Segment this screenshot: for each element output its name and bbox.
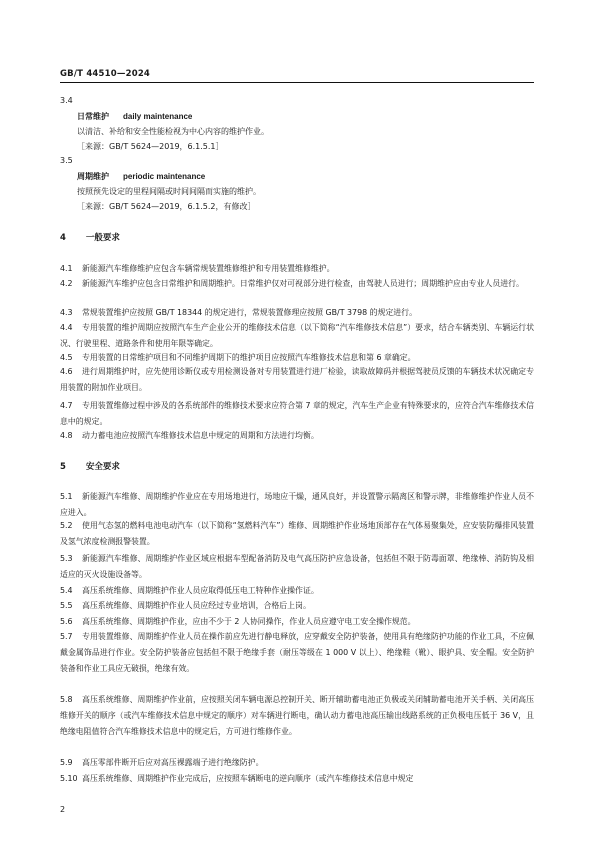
- clause: 5.6 高压系统维修、周期维护作业，应由不少于 2 人协同操作，作业人员应遵守电工安全操作规范。: [60, 617, 416, 626]
- section-number: 5: [60, 462, 66, 472]
- clause: 5.7 专用装置维修、周期维护作业人员在操作前应先进行静电释放，应穿戴安全防护装备，使用具有绝缘防护功能的作业工具，不应佩戴金属饰品进行作业。安全防护装备应包括但不限于绝缘手套（耐压等级在 1 000 V 以上）、绝缘鞋（靴）、眼护具、安全帽。安全防护装备和作业工具应无破损，绝缘有效。: [60, 632, 534, 674]
- clause: 5.2 使用气态氢的燃料电池电动汽车（以下简称“氢燃料汽车”）维修、周期维护作业场地顶部存在气体易聚集处，应安装防爆排风装置及氢气浓度检测报警装置。: [60, 521, 534, 547]
- term-en: daily maintenance: [123, 112, 193, 121]
- clause: 5.4 高压系统维修、周期维护作业人员应取得低压电工特种作业操作证。: [60, 586, 319, 595]
- section-title: 安全要求: [85, 462, 120, 472]
- term-number: 3.5: [60, 156, 73, 165]
- term-title: [77, 171, 205, 182]
- section-number: 4: [60, 233, 66, 243]
- clause: 4.3 常规装置维护应按照 GB/T 18344 的规定进行，常规装置修理应按照 GB/T 3798 的规定进行。: [60, 308, 417, 317]
- clause: 5.10 高压系统维修、周期维护作业完成后，应按照车辆断电的逆向顺序（或汽车维修技术信息中规定: [60, 774, 414, 783]
- section-title: 一般要求: [85, 233, 120, 243]
- clause: 4.4 专用装置的维护周期应按照汽车生产企业公开的维修技术信息（以下简称“汽车维修技术信息”）要求，结合车辆类别、车辆运行状况、行驶里程、道路条件和使用年限等确定。: [60, 323, 534, 349]
- section-heading: [60, 231, 120, 243]
- clause: 4.2 新能源汽车维护应包含日常维护和周期维护。日常维护仅对可视部分进行检查，由驾驶人员进行；周期维护应由专业人员进行。: [60, 279, 524, 288]
- header-rule: [60, 82, 534, 83]
- term-en: periodic maintenance: [123, 172, 206, 181]
- term-zh: 周期维护: [77, 172, 109, 181]
- clause: 4.1 新能源汽车维修维护应包含车辆常规装置维修维护和专用装置维修维护。: [60, 264, 335, 273]
- term-source: ［来源：GB/T 5624—2019，6.1.5.2，有修改］: [77, 202, 256, 211]
- section-heading: [60, 460, 120, 472]
- term-definition: 按照预先设定的里程间隔或时间间隔而实施的维护。: [77, 187, 261, 196]
- clause: 5.5 高压系统维修、周期维护作业人员应经过专业培训，合格后上岗。: [60, 601, 311, 610]
- clause: 5.9 高压零部件断开后应对高压裸露端子进行绝缘防护。: [60, 758, 264, 767]
- clause: 4.6 进行周期维护时，应先使用诊断仪或专用检测设备对专用装置进行进厂检验，读取故障码并根据驾驶员反馈的车辆技术状况确定专用装置的附加作业项目。: [60, 367, 534, 393]
- clause: 5.1 新能源汽车维修、周期维护作业应在专用场地进行，场地应干燥，通风良好，并设置警示隔离区和警示牌，非维修维护作业人员不应进入。: [60, 492, 534, 518]
- document-id: GB/T 44510—2024: [60, 69, 151, 79]
- clause: 5.8 高压系统维修、周期维护作业前，应按照关闭车辆电源总控制开关、断开辅助蓄电池正负极或关闭辅助蓄电池开关手柄、关闭高压维修开关的顺序（或汽车维修技术信息中规定的顺序）对车辆进行断电，确认动力蓄电池高压输出线路系统的正负极电压低于 36 V，且绝缘电阻值符合汽车维修技术信息中的规定后，方可进行维修作业。: [60, 695, 534, 737]
- term-title: [77, 111, 192, 122]
- term-zh: 日常维护: [77, 112, 109, 121]
- term-source: ［来源：GB/T 5624—2019，6.1.5.1］: [77, 142, 224, 151]
- clause: 5.3 新能源汽车维修、周期维护作业区域应根据车型配备消防及电气高压防护应急设备，包括但不限于防毒面罩、绝缘棒、消防钩及相适应的灭火设施设备等。: [60, 554, 534, 580]
- term-definition: 以清洁、补给和安全性能检视为中心内容的维护作业。: [77, 127, 269, 136]
- clause: 4.8 动力蓄电池应按照汽车维修技术信息中规定的周期和方法进行均衡。: [60, 431, 319, 440]
- clause: 4.7 专用装置维修过程中涉及的各系统部件的维修技术要求应符合第 7 章的规定，汽车生产企业有特殊要求的，应符合汽车维修技术信息中的规定。: [60, 401, 534, 427]
- clause: 4.5 专用装置的日常维护项目和不同维护周期下的维护项目应按照汽车维修技术信息和第 6 章确定。: [60, 353, 416, 362]
- page-number: 2: [60, 805, 66, 814]
- term-number: 3.4: [60, 96, 73, 105]
